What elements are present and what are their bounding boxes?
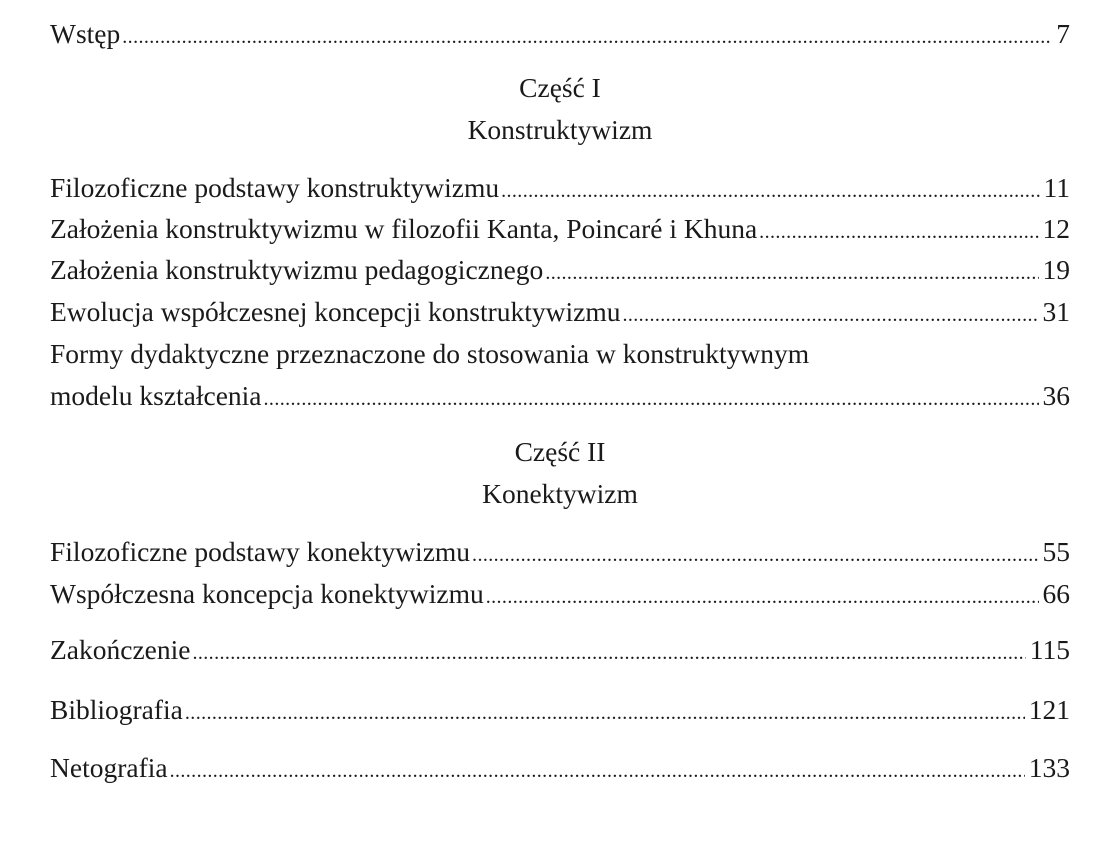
entry-title: Założenia konstruktywizmu pedagogicznego	[50, 254, 544, 285]
toc-entry	[50, 296, 1070, 331]
entry-title: Bibliografia	[50, 694, 183, 725]
part2-label: Część II	[514, 436, 606, 467]
toc-entry	[50, 213, 1070, 248]
entry-page-number: 7	[1056, 18, 1070, 49]
entry-page-number: 133	[1028, 752, 1070, 783]
entry-page-number: 11	[1043, 172, 1070, 203]
part1-title: Konstruktywizm	[467, 114, 653, 145]
entry-title-line2: modelu kształcenia	[50, 380, 262, 411]
entry-page-number: 115	[1029, 634, 1070, 665]
dot-leader	[622, 299, 1038, 331]
dot-leader	[472, 539, 1038, 571]
part2-title: Konektywizm	[482, 478, 638, 509]
entry-page-number: 36	[1042, 380, 1070, 411]
toc-entry	[50, 536, 1070, 571]
dot-leader	[192, 637, 1025, 669]
entry-title: Filozoficzne podstawy konektywizmu	[50, 536, 471, 567]
entry-title: Współczesna koncepcja konektywizmu	[50, 578, 484, 609]
entry-title: Filozoficzne podstawy konstruktywizmu	[50, 172, 500, 203]
toc-entry	[50, 578, 1070, 613]
dot-leader	[122, 21, 1052, 53]
entry-title-line1: Formy dydaktyczne przeznaczone do stosowania w konstruktywnym	[50, 338, 810, 369]
entry-title: Netografia	[50, 752, 168, 783]
entry-title: Ewolucja współczesnej koncepcji konstruktywizmu	[50, 296, 621, 327]
entry-title: Założenia konstruktywizmu w filozofii Kanta, Poincaré i Khuna	[50, 213, 758, 244]
dot-leader	[759, 216, 1038, 248]
toc-entry-netography	[50, 752, 1070, 787]
entry-page-number: 55	[1042, 536, 1070, 567]
toc-entry-intro	[50, 18, 1070, 53]
entry-title: Zakończenie	[50, 634, 191, 665]
entry-page-number: 66	[1042, 578, 1070, 609]
entry-page-number: 121	[1028, 694, 1070, 725]
dot-leader	[545, 257, 1038, 289]
toc-entry	[50, 254, 1070, 289]
dot-leader	[185, 697, 1025, 729]
dot-leader	[170, 755, 1025, 787]
toc-entry-bibliography	[50, 694, 1070, 729]
part1-label: Część I	[519, 72, 601, 103]
entry-page-number: 31	[1042, 296, 1070, 327]
dot-leader	[264, 383, 1039, 415]
entry-title: Wstęp	[50, 18, 121, 49]
dot-leader	[501, 175, 1039, 207]
entry-page-number: 19	[1042, 254, 1070, 285]
toc-entry-conclusion	[50, 634, 1070, 669]
toc-entry	[50, 380, 1070, 415]
entry-page-number: 12	[1042, 213, 1070, 244]
toc-entry	[50, 172, 1070, 207]
dot-leader	[486, 581, 1039, 613]
